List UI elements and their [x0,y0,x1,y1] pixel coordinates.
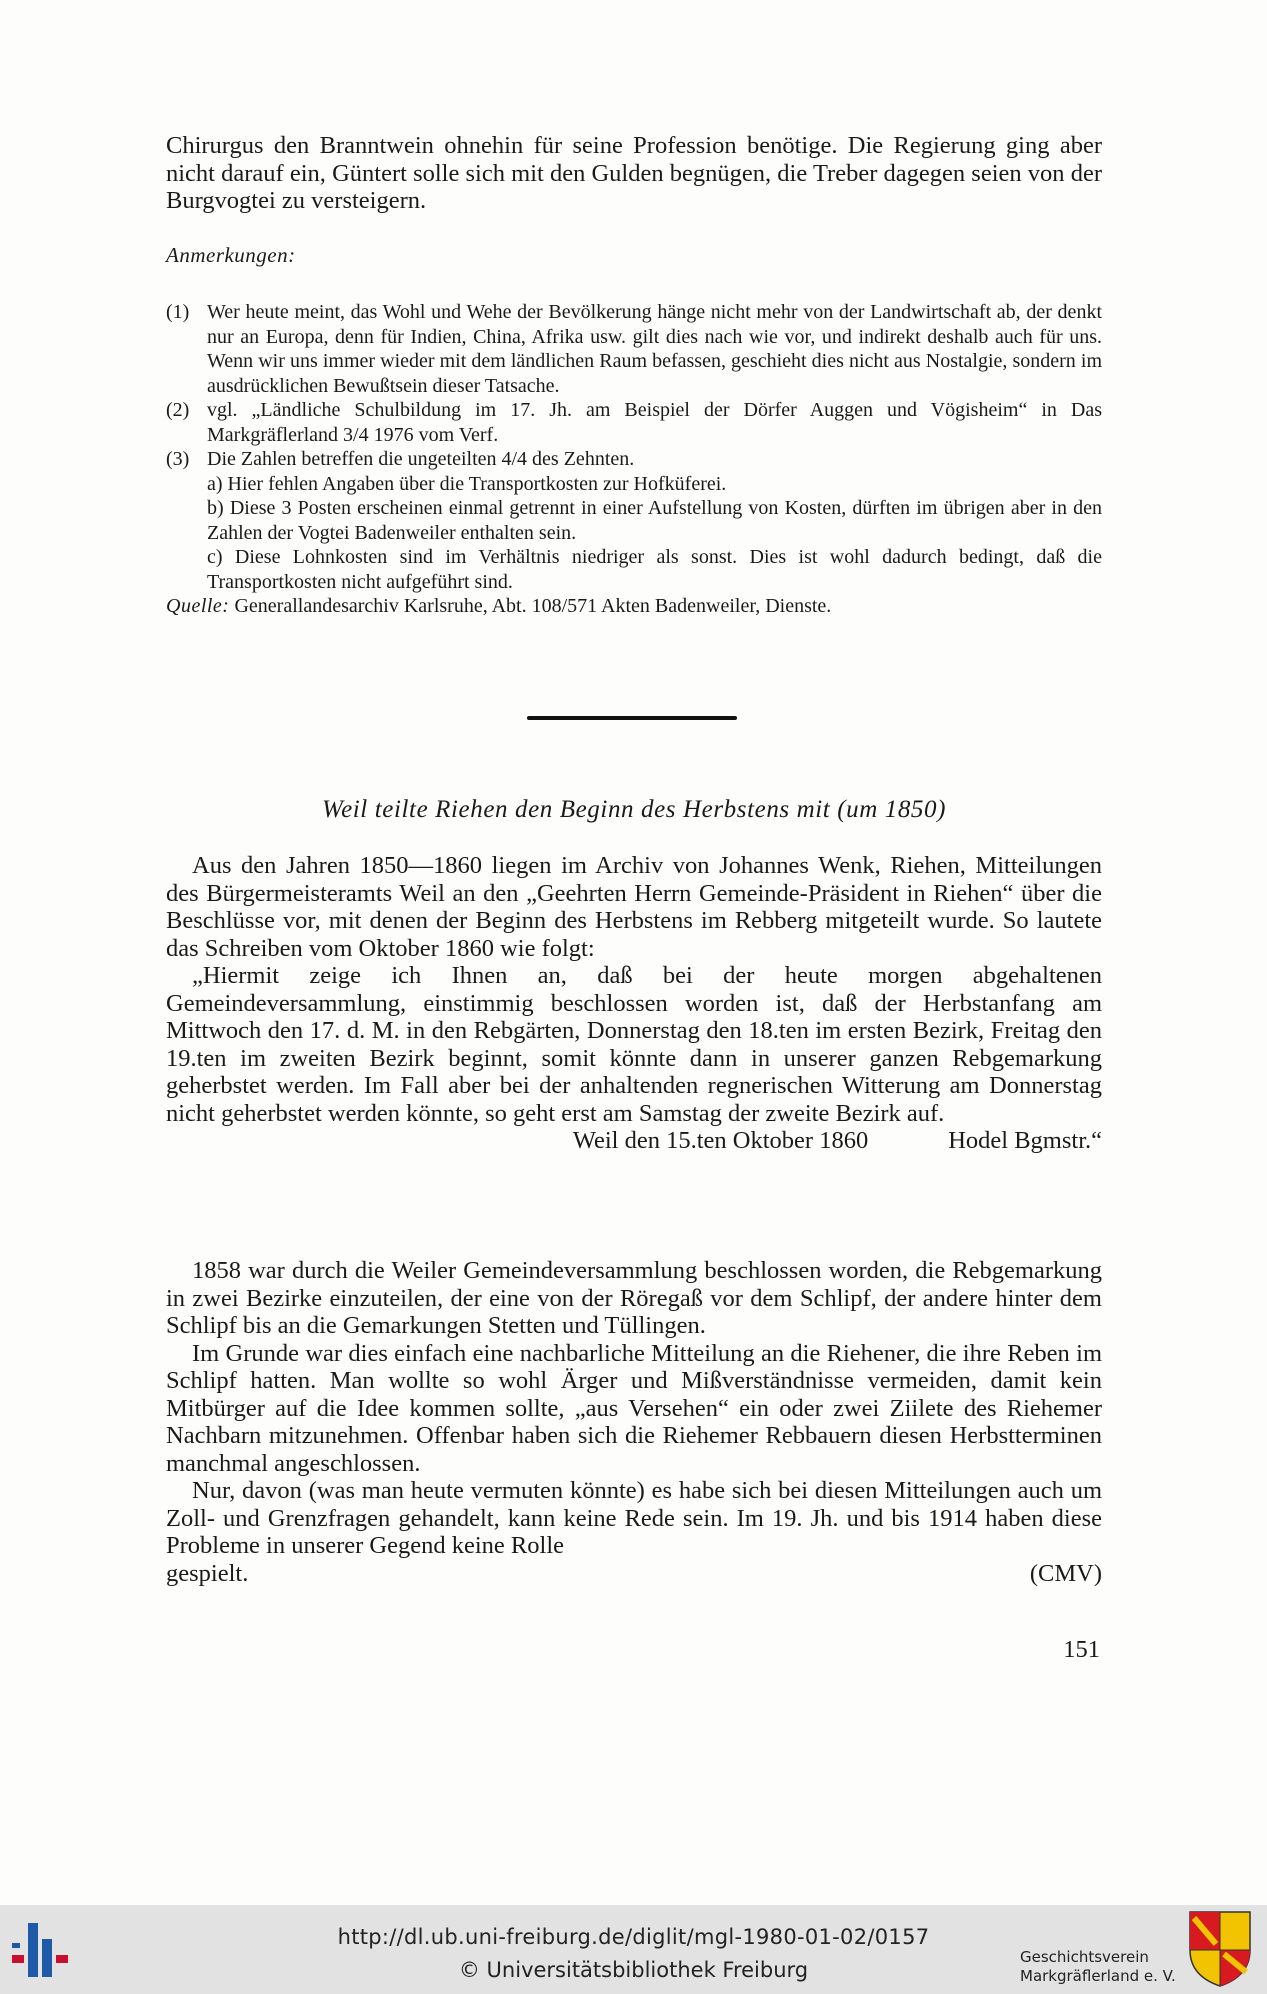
signature-place-date: Weil den 15.ten Oktober 1860 [572,1127,869,1154]
paragraph-4-end: gespielt. (CMV) [166,1559,1102,1587]
paragraph-3: Im Grunde war dies einfach eine nachbarliche Mitteilung an die Riehener, die ihre Reben im Schlipf hatten. Man wollte so wohl Ärger und Mißverständnisse vermeiden, damit kein Mitbürger auf die Idee kommen sollte, „aus Versehen“ ein oder zwei Ziilete des Riehemer Nachbarn mitzunehmen. Offenbar haben sich die Riehemer Rebbauern diesen Herbstterminen manchmal angeschlossen. [166,1339,1102,1477]
footer-bar [0,1905,1267,1994]
source-line [166,594,1102,619]
quote-paragraph: „Hiermit zeige ich Ihnen an, daß bei der heute morgen abgehaltenen Gemeindeversammlung, einstimmig beschlossen worden ist, daß der Herbstanfang am Mittwoch den 17. d. M. in den Rebgärten, Donnerstag den 18.ten im ersten Bezirk, Freitag den 19.ten im zweiten Bezirk beginnt, somit könnte dann in unserer ganzen Rebgemarkung geherbstet werden. Im Fall aber bei der anhaltenden regnerischen Witterung am Donnerstag nicht geherbstet werden könnte, so geht erst am Samstag der zweite Bezirk auf. [166,962,1102,1127]
subnote-a: a) Hier fehlen Angaben über die Transportkosten zur Hofküferei. [207,472,727,495]
intro-paragraph [166,132,1102,215]
paragraph-4: Nur, davon (was man heute vermuten könnte) es habe sich bei diesen Mitteilungen auch um Zoll- und Grenzfragen gehandelt, kann keine Rede sein. Im 19. Jh. und bis 1914 haben diese Probleme in unserer Gegend keine Rolle [166,1477,1102,1559]
coat-of-arms-icon [1188,1910,1252,1988]
notes-heading: Anmerkungen: [166,243,296,267]
author-initials: (CMV) [1029,1559,1102,1587]
footer-url-link[interactable]: http://dl.ub.uni-freiburg.de/diglit/mgl-1980-01-02/0157 [337,1925,930,1949]
article-body [166,852,1102,1155]
notes-list [166,300,1102,619]
paragraph-2: 1858 war durch die Weiler Gemeindeversammlung beschlossen worden, die Rebgemarkung in zwei Bezirke einzuteilen, der eine von der Röregaß vor dem Schlipf, der andere hinter dem Schlipf bis an die Gemarkungen Stetten und Tüllingen. [166,1257,1102,1339]
article-heading: Weil teilte Riehen den Beginn des Herbstens mit (um 1850) [321,796,947,823]
source-text: Generallandesarchiv Karlsruhe, Abt. 108/571 Akten Badenweiler, Dienste. [234,595,832,617]
intro-text: Chirurgus den Branntwein ohnehin für seine Profession benötige. Die Regierung ging aber nicht darauf ein, Güntert solle sich mit den Gulden begnügen, die Treber dagegen seien von der Burgvogtei zu versteigern. [166,132,1102,214]
note-1: (1) Wer heute meint, das Wohl und Wehe der Bevölkerung hänge nicht mehr von der Landwirtschaft ab, der denkt nur an Europa, denn für Indien, China, Afrika usw. gilt dies nach wie vor, und indirekt deshalb auch für uns. Wenn wir uns immer wieder mit dem ländlichen Raum befassen, geschieht dies nicht aus Nostalgie, sondern im ausdrücklichen Bewußtsein dieser Tatsache. [166,301,1102,397]
source-label: Quelle: [166,595,230,617]
note-3: (3) Die Zahlen betreffen die ungeteilten 4/4 des Zehnten. [166,448,635,470]
note-2: (2) vgl. „Ländliche Schulbildung im 17. Jh. am Beispiel der Dörfer Auggen und Vögisheim“ in Das Markgräflerland 3/4 1976 vom Verf. [166,399,1102,446]
signature-name: Hodel Bgmstr.“ [948,1127,1102,1154]
footer-organization: Geschichtsverein Markgräflerland e. V. [1020,1948,1176,1985]
page-number: 151 [1063,1636,1100,1663]
subnote-b: b) Diese 3 Posten erscheinen einmal getrennt in einer Aufstellung von Kosten, dürften im übrigen aber in den Zahlen der Vogtei Badenweiler enthalten sein. [207,497,1102,544]
signature-line [166,1127,1102,1155]
article-body-continued [166,1257,1102,1587]
section-divider [527,716,737,720]
footer-copyright: © Universitätsbibliothek Freiburg [458,1958,809,1982]
subnote-c: c) Diese Lohnkosten sind im Verhältnis niedriger als sonst. Dies ist wohl dadurch bedingt, daß die Transportkosten nicht aufgeführt sind. [207,546,1102,593]
paragraph-1: Aus den Jahren 1850—1860 liegen im Archiv von Johannes Wenk, Riehen, Mitteilungen des Bürgermeisteramts Weil an den „Geehrten Herrn Gemeinde-Präsident in Riehen“ über die Beschlüsse vor, mit denen der Beginn des Herbstens im Rebberg mitgeteilt wurde. So lautete das Schreiben vom Oktober 1860 wie folgt: [166,852,1102,962]
